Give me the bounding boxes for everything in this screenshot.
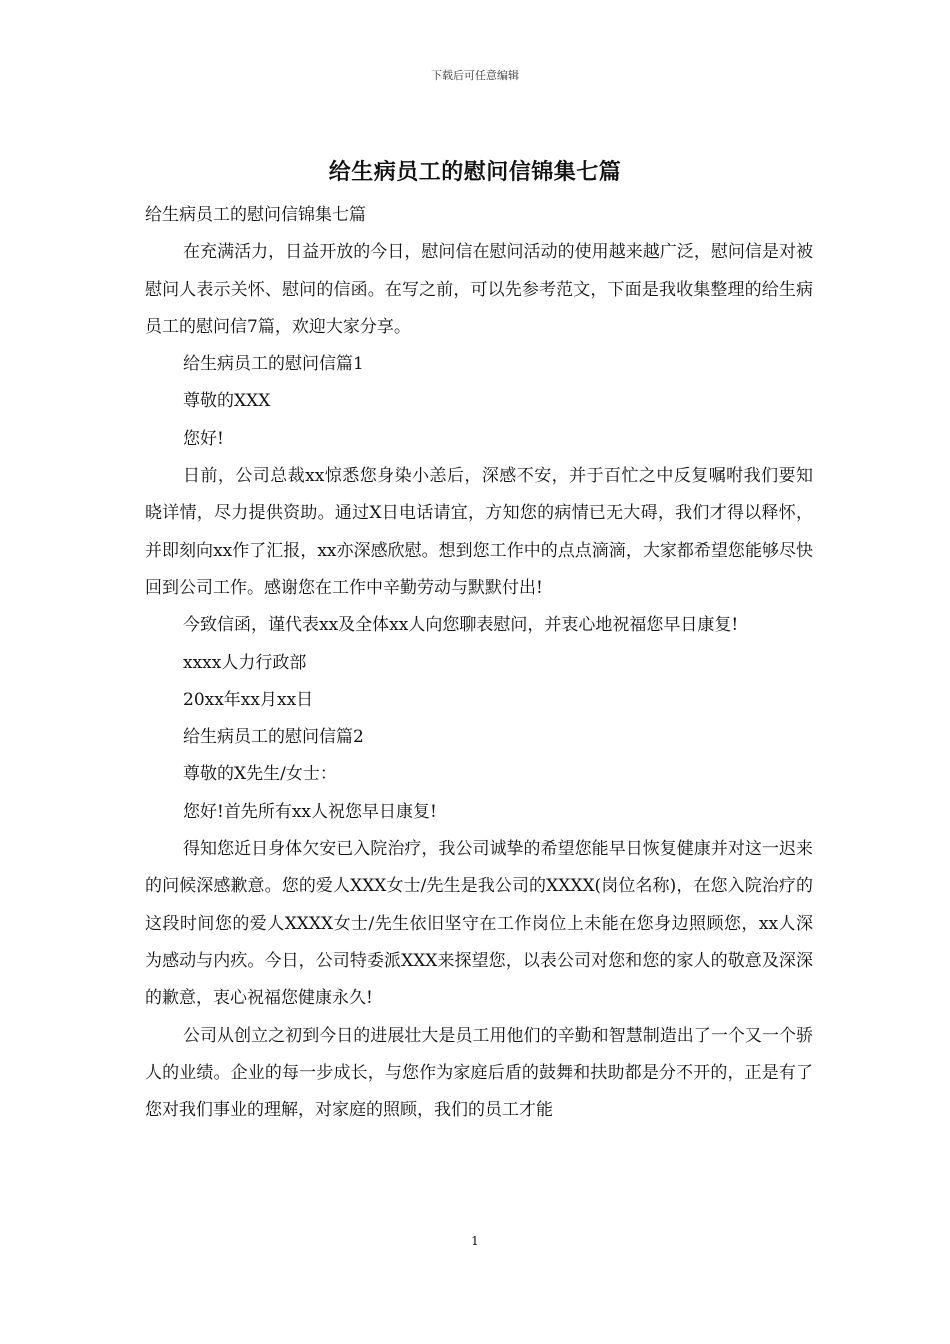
letter-1-heading: 给生病员工的慰问信篇1 <box>183 354 364 375</box>
document-title: 给生病员工的慰问信锦集七篇 <box>328 159 622 185</box>
letter-2-greeting: 您好!首先所有xx人祝您早日康复! <box>183 801 437 822</box>
letter-2-body-paragraph: 得知您近日身体欠安已入院治疗，我公司诚挚的希望您能早日恢复健康并对这一迟来的问候深感歉意。您的爱人XXX女士/先生是我公司的XXXX(岗位名称)，在您入院治疗的这段时间您的爱人XXXX女士/先生依旧坚守在工作岗位上未能在您身边照顾您，xx人深为感动与内疚。今日，公司特委派XXX来探望您，以表公司对您和您的家人的敬意及深深的歉意，衷心祝福您健康永久! <box>145 839 813 1009</box>
page-header-note: 下载后可任意编辑 <box>431 69 519 82</box>
letter-2-heading: 给生病员工的慰问信篇2 <box>183 727 364 748</box>
letter-1-closing-paragraph: 今致信函，谨代表xx及全体xx人向您聊表慰问，并衷心地祝福您早日康复! <box>183 615 739 636</box>
document-body <box>145 197 813 1129</box>
page-number: 1 <box>471 1234 479 1248</box>
letter-1-signature: xxxx人力行政部 <box>183 652 307 673</box>
letter-2-salutation: 尊敬的X先生/女士： <box>183 764 337 785</box>
intro-paragraph: 在充满活力，日益开放的今日，慰问信在慰问活动的使用越来越广泛，慰问信是对被慰问人表示关怀、慰问的信函。在写之前，可以先参考范文，下面是我收集整理的给生病员工的慰问信7篇，欢迎大家分享。 <box>145 242 813 337</box>
letter-1-body-paragraph: 日前，公司总裁xx惊悉您身染小恙后，深感不安，并于百忙之中反复嘱咐我们要知晓详情，尽力提供资助。通过X日电话请宜，方知您的病情已无大碍，我们才得以释怀，并即刻向xx作了汇报，xx亦深感欣慰。想到您工作中的点点滴滴，大家都希望您能够尽快回到公司工作。感谢您在工作中辛勤劳动与默默付出! <box>145 466 813 598</box>
letter-1-date: 20xx年xx月xx日 <box>183 689 314 710</box>
subtitle-line: 给生病员工的慰问信锦集七篇 <box>145 205 366 225</box>
letter-1-salutation: 尊敬的XXX <box>183 391 271 412</box>
letter-1-greeting: 您好! <box>183 428 224 449</box>
letter-2-body-paragraph-2: 公司从创立之初到今日的进展壮大是员工用他们的辛勤和智慧制造出了一个又一个骄人的业绩。企业的每一步成长，与您作为家庭后盾的鼓舞和扶助都是分不开的，正是有了您对我们事业的理解，对家庭的照顾，我们的员工才能 <box>145 1025 813 1121</box>
